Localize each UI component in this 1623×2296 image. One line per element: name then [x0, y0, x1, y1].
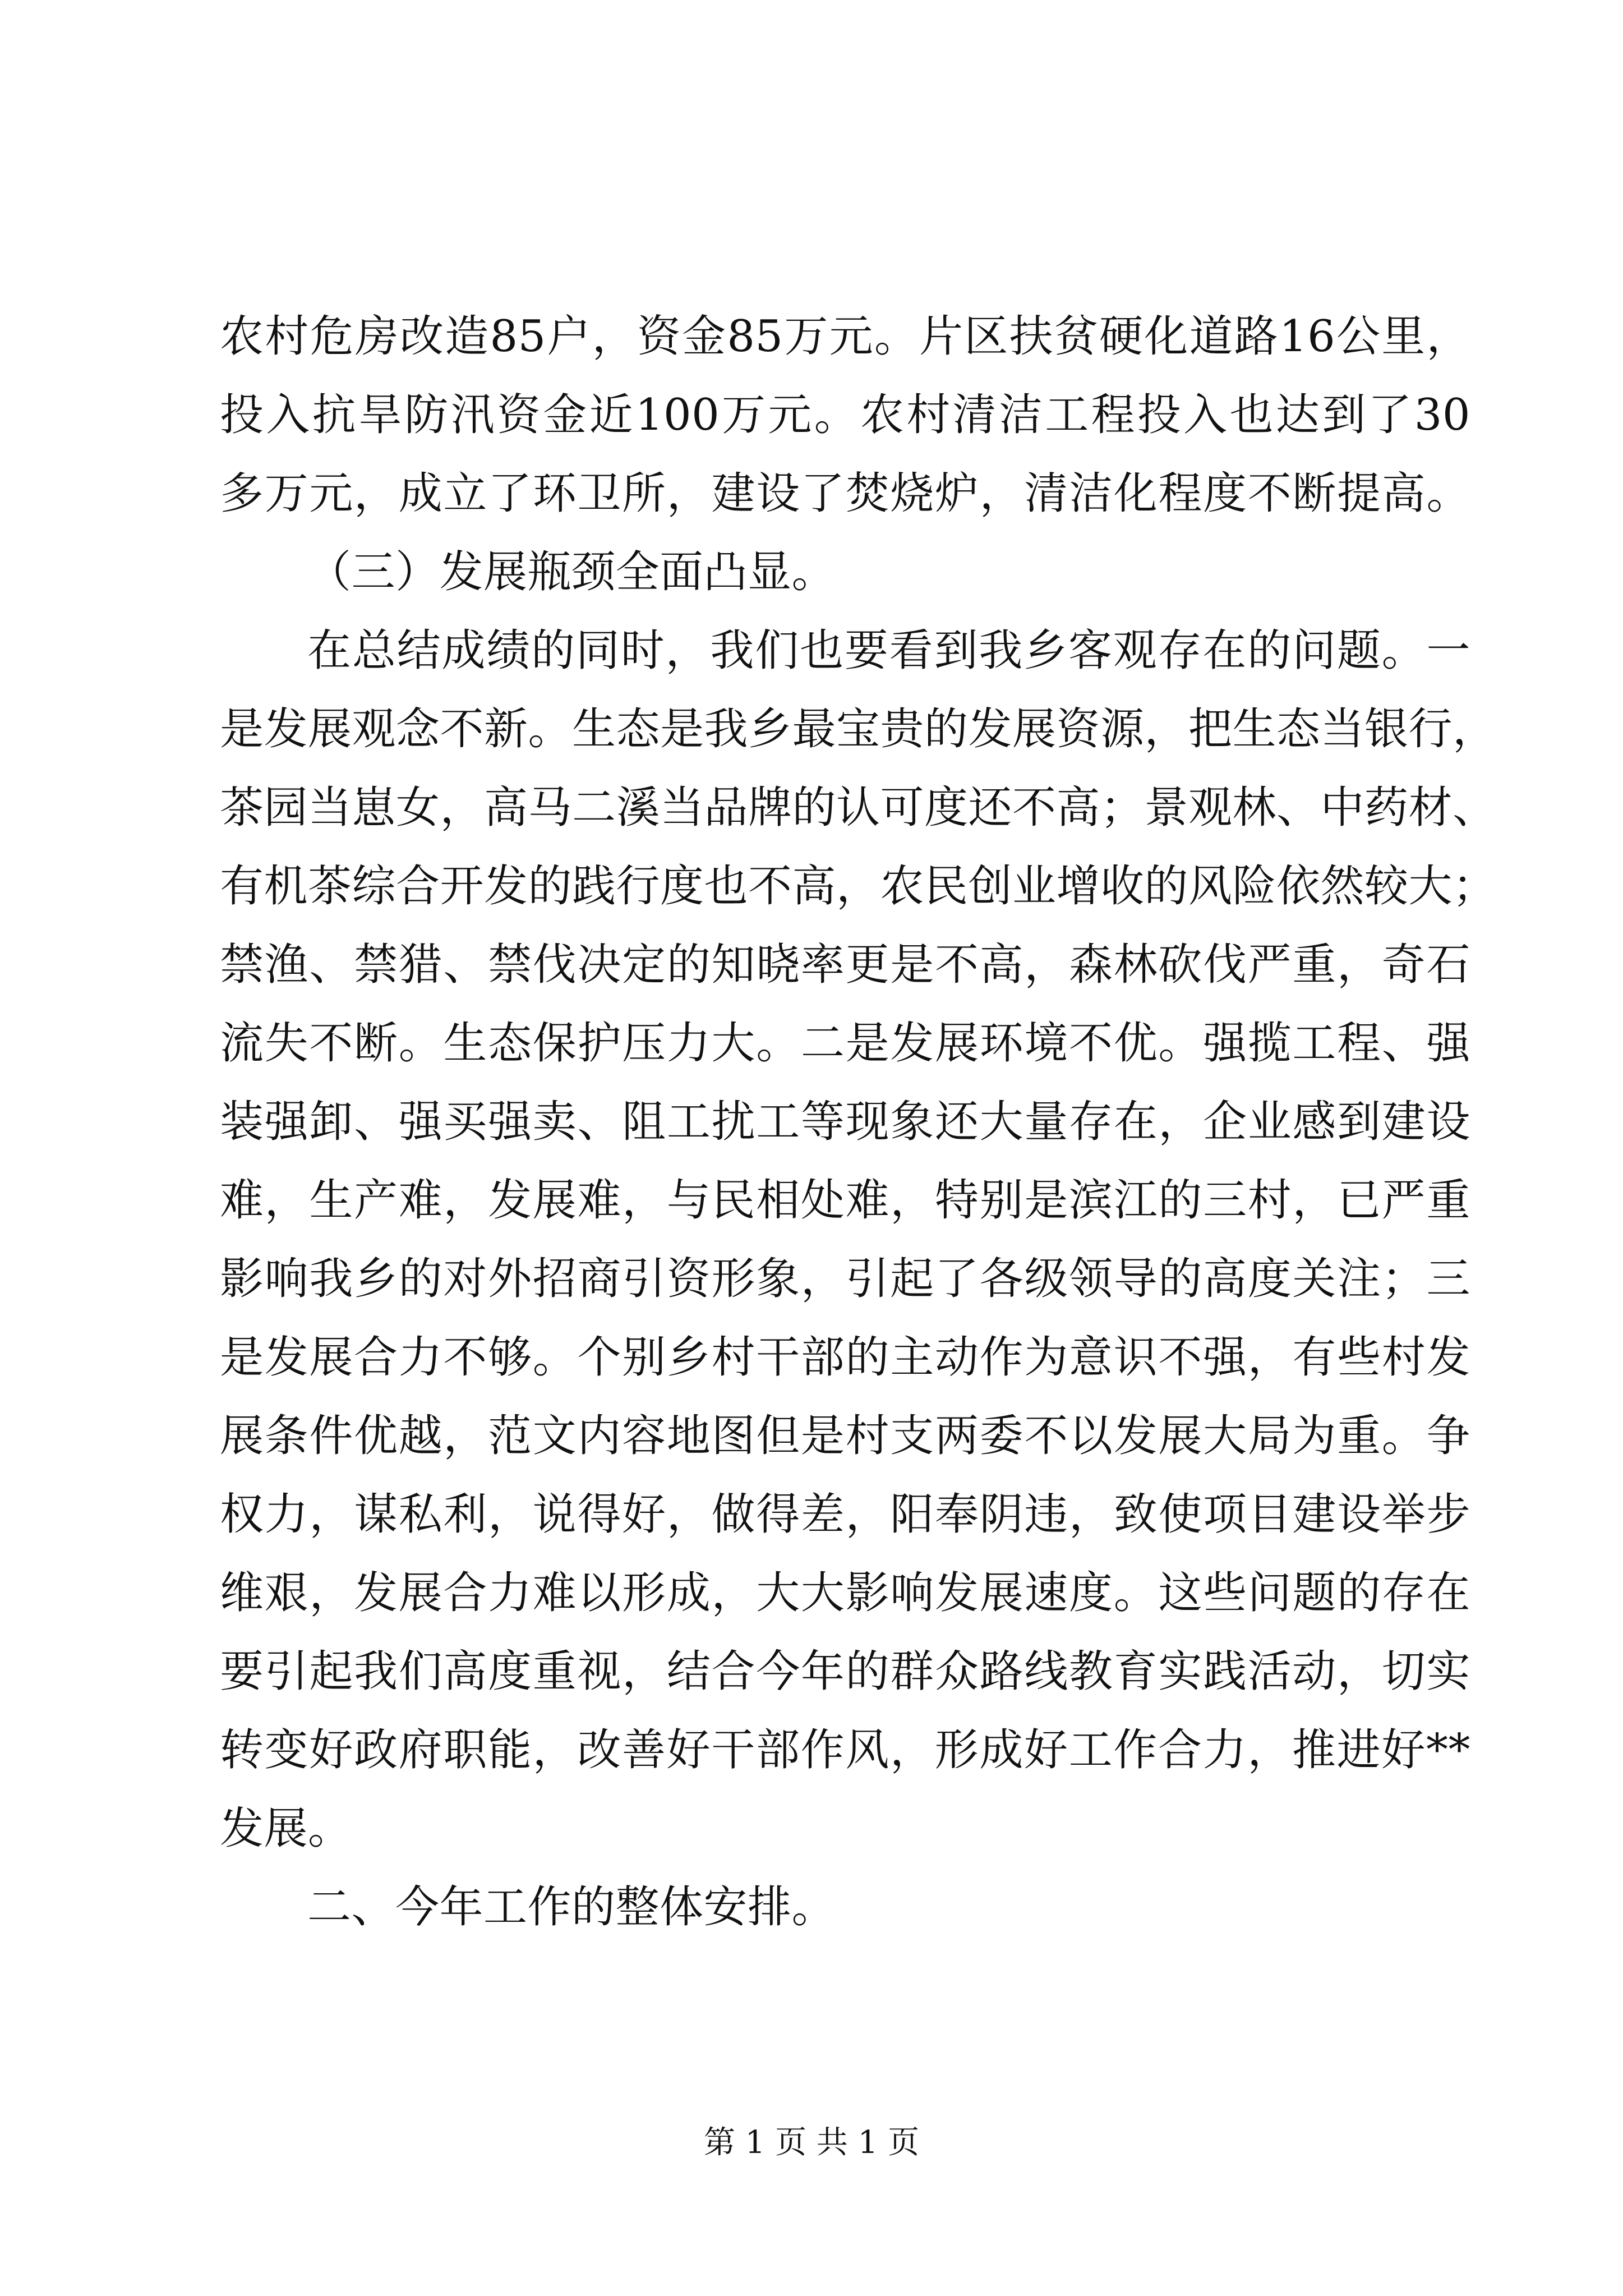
body-line-1: 农村危房改造85户，资金85万元。片区扶贫硬化道路16公里， — [220, 311, 1470, 362]
body-line-5: 在总结成绩的同时，我们也要看到我乡客观存在的问题。一 — [307, 625, 1470, 676]
section-heading-two: 二、今年工作的整体安排。 — [307, 1882, 836, 1932]
body-line-10: 流失不断。生态保护压力大。二是发展环境不优。强揽工程、强 — [220, 1018, 1470, 1069]
body-line-3: 多万元，成立了环卫所，建设了焚烧炉，清洁化程度不断提高。 — [220, 468, 1470, 519]
body-line-15: 展条件优越，范文内容地图但是村支两委不以发展大局为重。争 — [220, 1411, 1470, 1461]
body-line-14: 是发展合力不够。个别乡村干部的主动作为意识不强，有些村发 — [220, 1332, 1470, 1383]
body-line-18: 要引起我们高度重视，结合今年的群众路线教育实践活动，切实 — [220, 1646, 1470, 1697]
body-line-8: 有机茶综合开发的践行度也不高，农民创业增收的风险依然较大； — [220, 861, 1497, 912]
body-line-17: 维艰，发展合力难以形成，大大影响发展速度。这些问题的存在 — [220, 1568, 1470, 1618]
body-line-20: 发展。 — [220, 1803, 352, 1854]
section-heading-three: （三）发展瓶颈全面凸显。 — [307, 547, 836, 597]
document-body — [220, 297, 1497, 1947]
body-line-6: 是发展观念不新。生态是我乡最宝贵的发展资源，把生态当银行， — [220, 704, 1497, 754]
body-line-19: 转变好政府职能，改善好干部作风，形成好工作合力，推进好** — [220, 1725, 1470, 1775]
body-line-7: 茶园当崽女，高马二溪当品牌的认可度还不高；景观林、中药材、 — [220, 783, 1497, 833]
body-line-2: 投入抗旱防汛资金近100万元。农村清洁工程投入也达到了30 — [220, 390, 1470, 440]
body-line-11: 装强卸、强买强卖、阻工扰工等现象还大量存在，企业感到建设 — [220, 1097, 1470, 1147]
body-line-9: 禁渔、禁猎、禁伐决定的知晓率更是不高，森林砍伐严重，奇石 — [220, 940, 1470, 990]
page-footer: 第 1 页 共 1 页 — [703, 2124, 920, 2161]
body-line-13: 影响我乡的对外招商引资形象，引起了各级领导的高度关注；三 — [220, 1254, 1470, 1304]
body-line-16: 权力，谋私利，说得好，做得差，阳奉阴违，致使项目建设举步 — [220, 1489, 1470, 1540]
body-line-12: 难，生产难，发展难，与民相处难，特别是滨江的三村，已严重 — [220, 1175, 1470, 1226]
